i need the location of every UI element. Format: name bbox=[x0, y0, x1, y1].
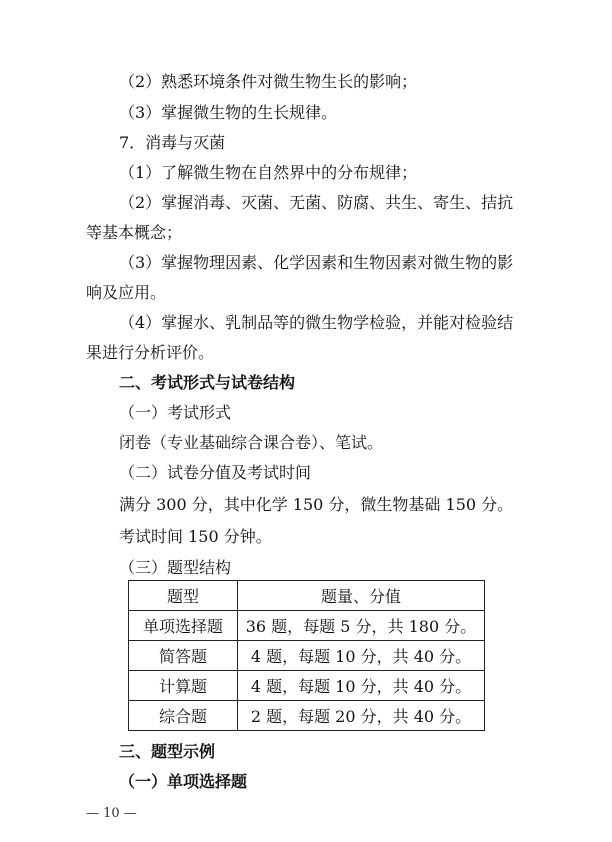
table-header-row bbox=[129, 581, 485, 611]
body-line: （3）掌握微生物的生长规律。 bbox=[119, 103, 338, 122]
table-row bbox=[129, 701, 485, 731]
body-line: （2）熟悉环境条件对微生物生长的影响； bbox=[119, 72, 418, 91]
table-cell: 2 题，每题 20 分，共 40 分。 bbox=[238, 701, 485, 731]
page-number: — 10 — bbox=[86, 806, 137, 821]
table-cell: 计算题 bbox=[129, 671, 238, 701]
subsection-heading: （一）考试形式 bbox=[119, 403, 232, 422]
section-heading: 二、考试形式与试卷结构 bbox=[119, 373, 296, 392]
table-cell: 4 题，每题 10 分，共 40 分。 bbox=[238, 671, 485, 701]
table-row bbox=[129, 611, 485, 641]
body-line: （1）了解微生物在自然界中的分布规律； bbox=[119, 163, 418, 182]
table-cell: 4 题，每题 10 分，共 40 分。 bbox=[238, 641, 485, 671]
body-line: 果进行分析评价。 bbox=[86, 343, 215, 362]
table-cell: 简答题 bbox=[129, 641, 238, 671]
table-row bbox=[129, 671, 485, 701]
subsection-heading: （二）试卷分值及考试时间 bbox=[119, 463, 312, 482]
body-line: 等基本概念； bbox=[86, 223, 183, 242]
body-line: 闭卷（专业基础综合课合卷）、笔试。 bbox=[119, 433, 384, 452]
body-line: （2）掌握消毒、灭菌、无菌、防腐、共生、寄生、拮抗 bbox=[119, 193, 514, 212]
table-cell: 综合题 bbox=[129, 701, 238, 731]
subsection-heading: （一）单项选择题 bbox=[119, 772, 248, 791]
section-heading: 三、题型示例 bbox=[119, 742, 216, 761]
table-cell: 36 题，每题 5 分，共 180 分。 bbox=[238, 611, 485, 641]
body-line: 满分 300 分，其中化学 150 分，微生物基础 150 分。 bbox=[119, 495, 514, 514]
table-row bbox=[129, 641, 485, 671]
table-header-cell: 题量、分值 bbox=[238, 581, 485, 611]
body-line: 响及应用。 bbox=[86, 283, 167, 302]
body-line: 7．消毒与灭菌 bbox=[119, 133, 226, 152]
question-structure-table bbox=[128, 580, 485, 731]
table-cell: 单项选择题 bbox=[129, 611, 238, 641]
body-line: 考试时间 150 分钟。 bbox=[119, 527, 272, 546]
table-header-cell: 题型 bbox=[129, 581, 238, 611]
subsection-heading: （三）题型结构 bbox=[119, 558, 232, 577]
body-line: （4）掌握水、乳制品等的微生物学检验，并能对检验结 bbox=[119, 313, 514, 332]
body-line: （3）掌握物理因素、化学因素和生物因素对微生物的影 bbox=[119, 253, 514, 272]
